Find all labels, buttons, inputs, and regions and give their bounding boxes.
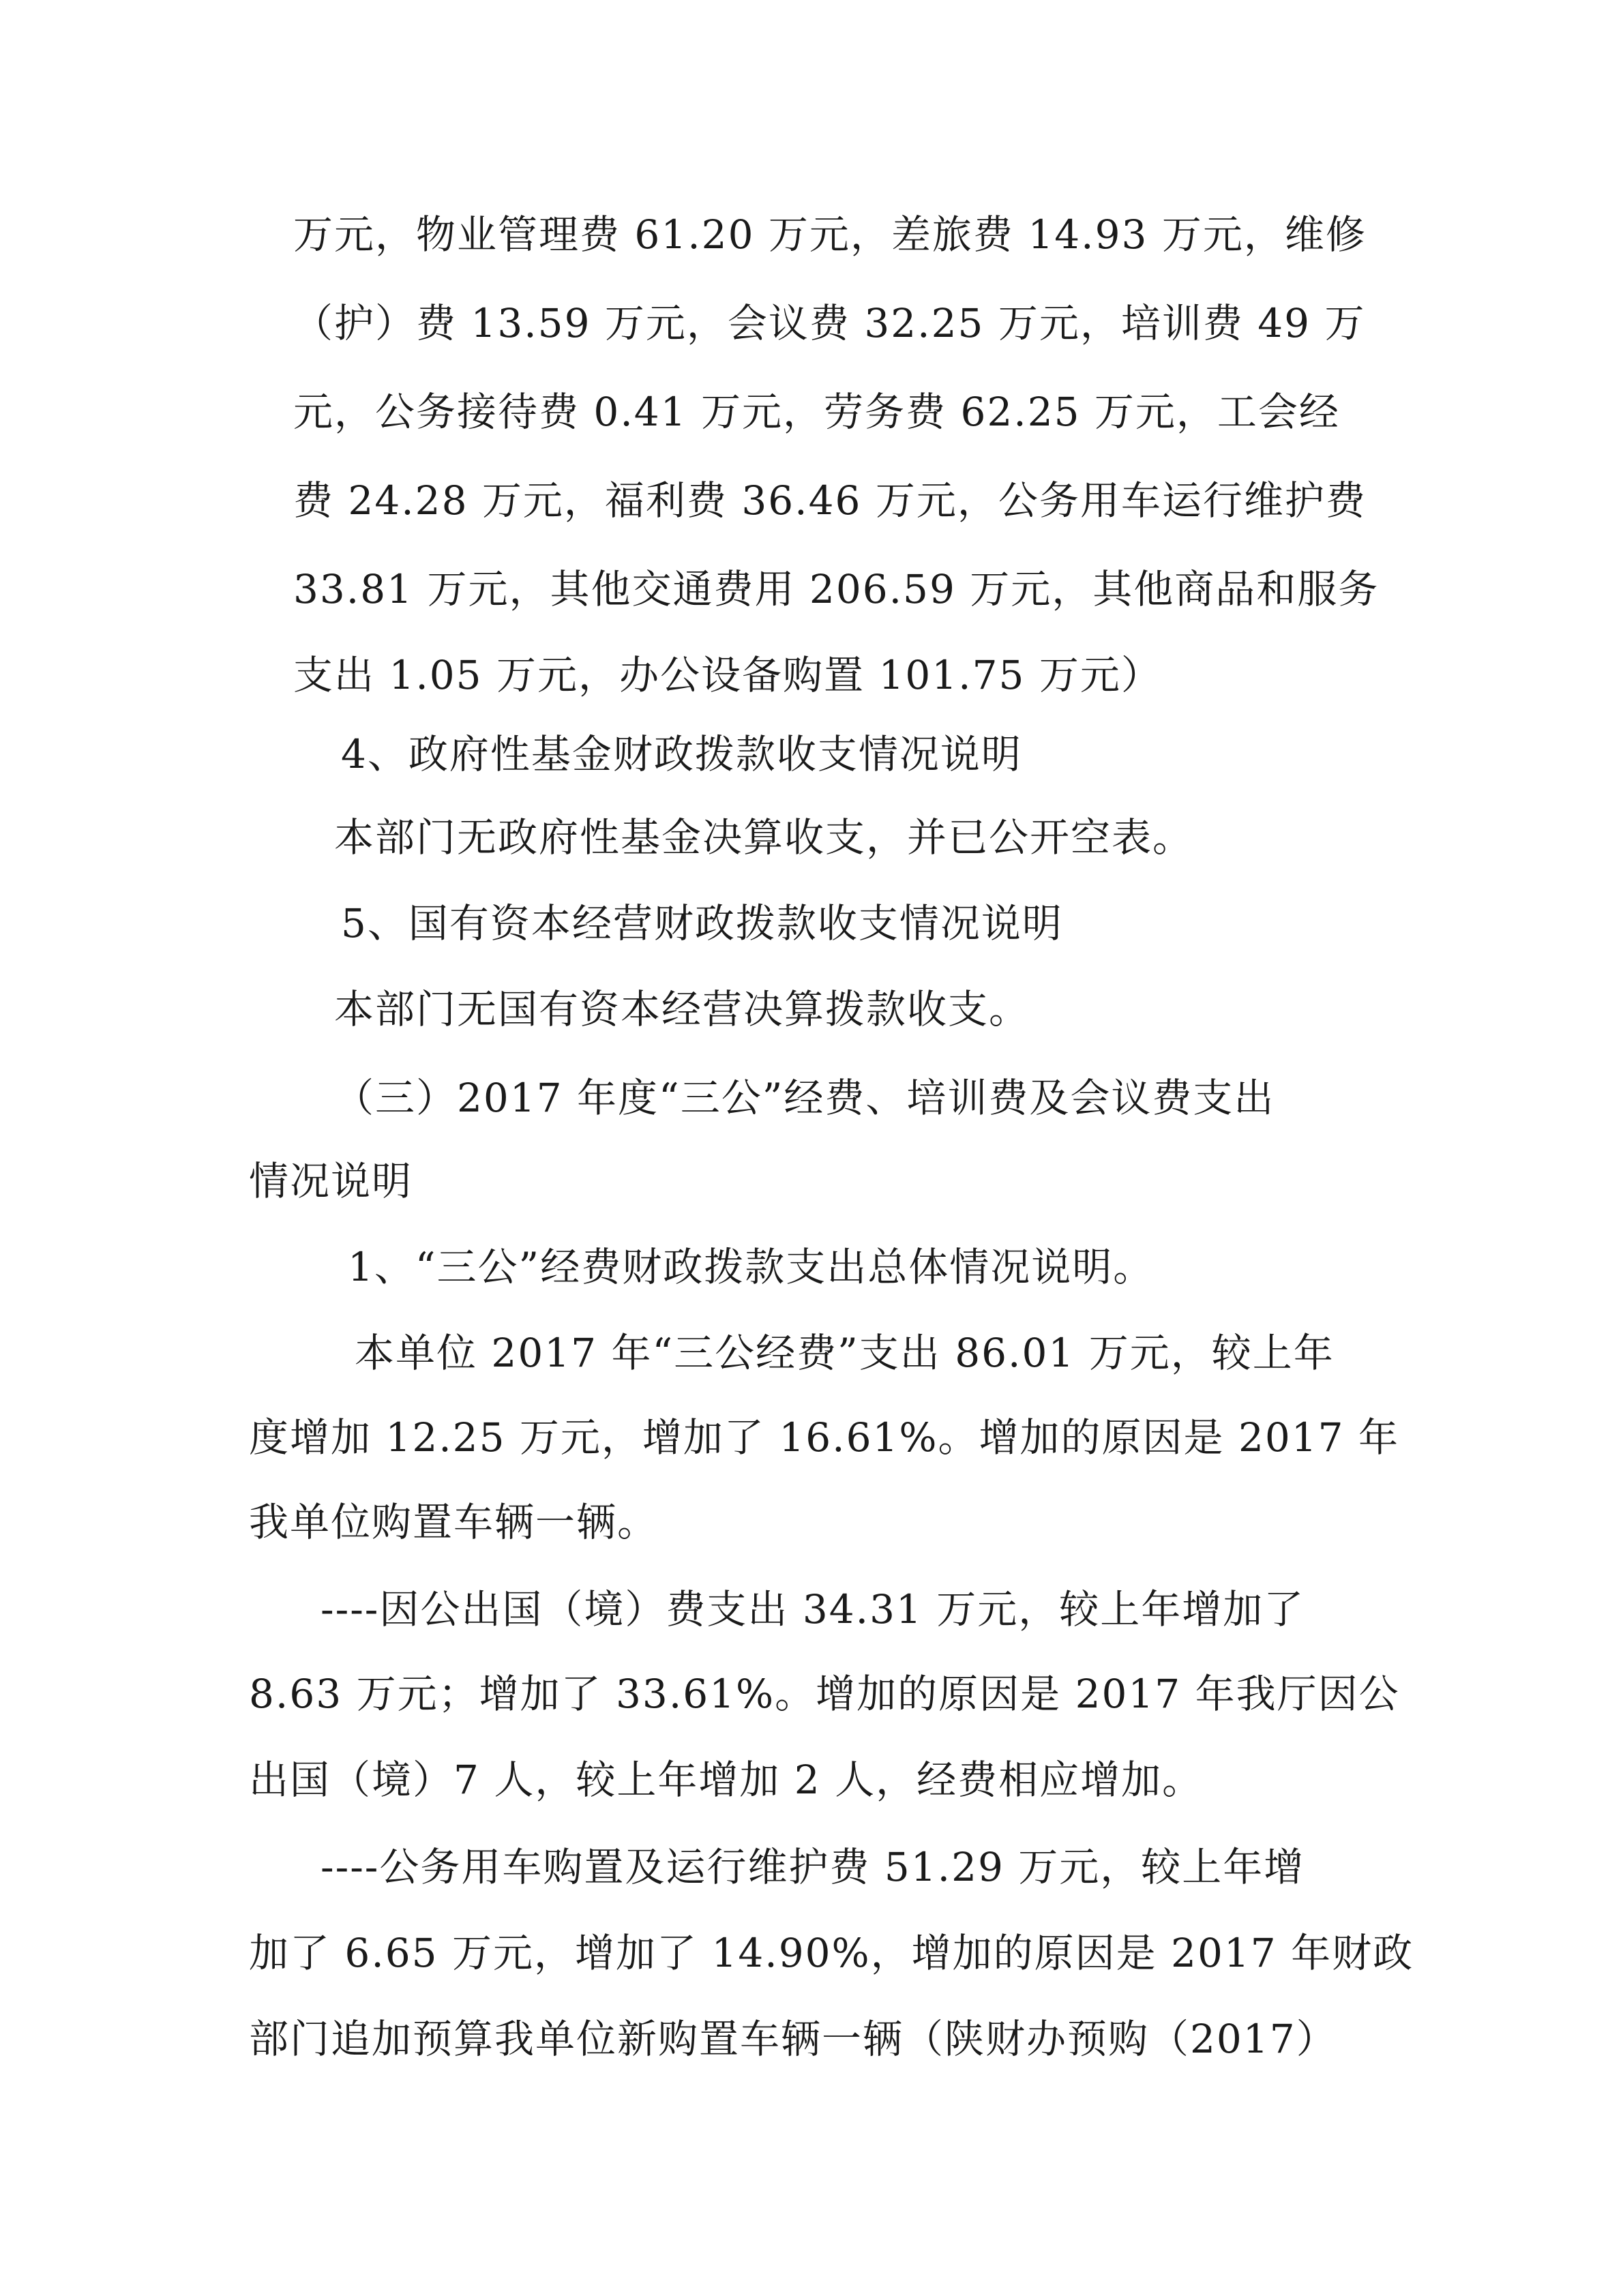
body-text-line: 本部门无国有资本经营决算拨款收支。	[334, 986, 1030, 1032]
body-text-line: 我单位购置车辆一辆。	[249, 1499, 659, 1545]
body-text-line: （护）费 13.59 万元，会议费 32.25 万元，培训费 49 万	[293, 300, 1366, 346]
subsection-heading-1: 1、“三公”经费财政拨款支出总体情况说明。	[348, 1244, 1155, 1290]
section-heading-3-continued: 情况说明	[249, 1158, 413, 1204]
section-heading-5: 5、国有资本经营财政拨款收支情况说明	[341, 900, 1063, 946]
body-text-line: ----公务用车购置及运行维护费 51.29 万元，较上年增	[321, 1844, 1305, 1890]
body-text-line: 部门追加预算我单位新购置车辆一辆（陕财办预购（2017）	[249, 2016, 1337, 2062]
body-text-line: 出国（境）7 人，较上年增加 2 人，经费相应增加。	[249, 1757, 1204, 1803]
body-text-line: 33.81 万元，其他交通费用 206.59 万元，其他商品和服务	[293, 566, 1380, 612]
body-text-line: 元，公务接待费 0.41 万元，劳务费 62.25 万元，工会经	[293, 389, 1340, 435]
body-text-line: 本单位 2017 年“三公经费”支出 86.01 万元，较上年	[355, 1330, 1335, 1376]
body-text-line: ----因公出国（境）费支出 34.31 万元，较上年增加了	[321, 1586, 1305, 1632]
body-text-line: 度增加 12.25 万元，增加了 16.61%。增加的原因是 2017 年	[249, 1414, 1399, 1461]
body-text-line: 8.63 万元；增加了 33.61%。增加的原因是 2017 年我厅因公	[249, 1671, 1400, 1717]
body-text-line: 本部门无政府性基金决算收支，并已公开空表。	[334, 814, 1194, 861]
section-heading-4: 4、政府性基金财政拨款收支情况说明	[341, 731, 1022, 777]
body-text-line: 费 24.28 万元，福利费 36.46 万元，公务用车运行维护费	[293, 477, 1367, 524]
body-text-line: 加了 6.65 万元，增加了 14.90%，增加的原因是 2017 年财政	[249, 1930, 1414, 1976]
body-text-line: 万元，物业管理费 61.20 万元，差旅费 14.93 万元，维修	[293, 211, 1367, 258]
body-text-line: 支出 1.05 万元，办公设备购置 101.75 万元）	[293, 652, 1162, 698]
section-heading-3: （三）2017 年度“三公”经费、培训费及会议费支出	[334, 1075, 1275, 1121]
